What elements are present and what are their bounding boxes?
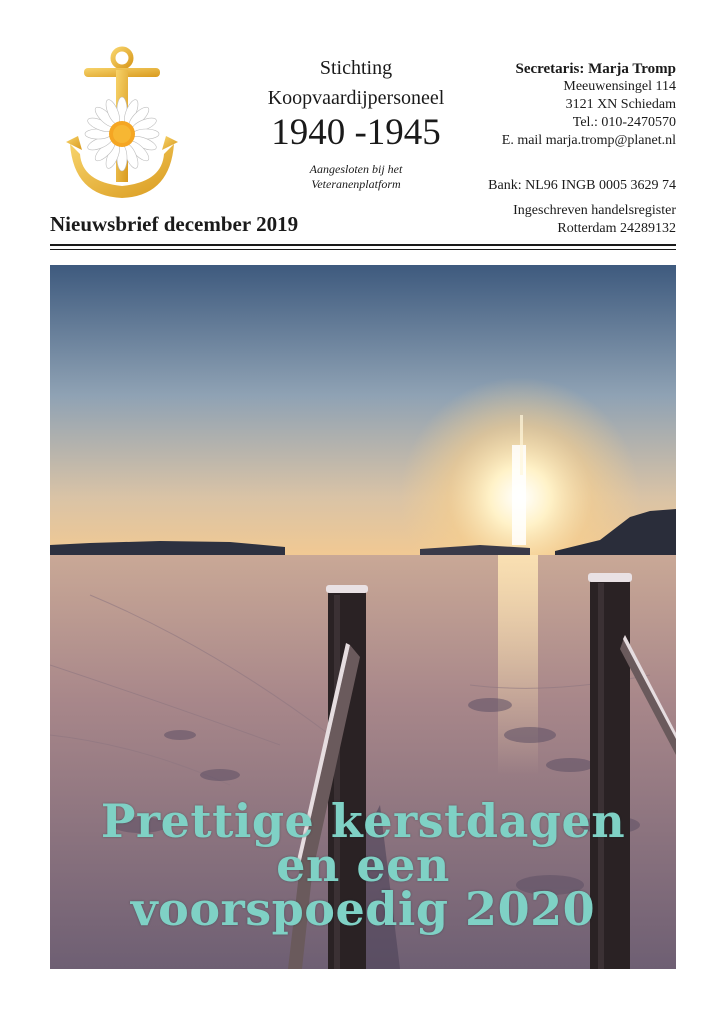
secretary-name: Secretaris: Marja Tromp bbox=[515, 61, 676, 77]
org-name-line1: Stichting bbox=[319, 57, 393, 79]
header-divider-thin bbox=[50, 249, 676, 250]
contact-block bbox=[436, 60, 676, 150]
greeting-line3: voorspoedig 2020 bbox=[130, 882, 596, 936]
greeting-line2: en een bbox=[276, 838, 450, 892]
foundation-logo bbox=[64, 46, 180, 206]
affiliation-line1: Aangesloten bij het bbox=[309, 162, 403, 176]
register-line2: Rotterdam 24289132 bbox=[557, 221, 676, 236]
email-address[interactable]: E. mail marja.tromp@planet.nl bbox=[501, 133, 676, 148]
postal-city: 3121 XN Schiedam bbox=[565, 97, 676, 112]
org-years: 1940 -1945 bbox=[271, 112, 441, 153]
newsletter-title: Nieuwsbrief december 2019 bbox=[50, 212, 299, 236]
header-divider-thick bbox=[50, 244, 676, 246]
register-block bbox=[436, 202, 676, 238]
phone-number: Tel.: 010-2470570 bbox=[572, 115, 676, 130]
register-line1: Ingeschreven handelsregister bbox=[513, 203, 676, 218]
season-greeting bbox=[50, 794, 676, 936]
affiliation-line2: Veteranenplatform bbox=[311, 177, 401, 191]
org-name-line2: Koopvaardijpersoneel bbox=[267, 87, 445, 109]
street-address: Meeuwensingel 114 bbox=[563, 79, 676, 94]
anchor-daisy-logo-icon bbox=[64, 46, 180, 206]
greeting-line1: Prettige kerstdagen bbox=[100, 794, 626, 848]
bank-account: Bank: NL96 INGB 0005 3629 74 bbox=[488, 178, 676, 193]
cover-photo bbox=[50, 265, 676, 969]
